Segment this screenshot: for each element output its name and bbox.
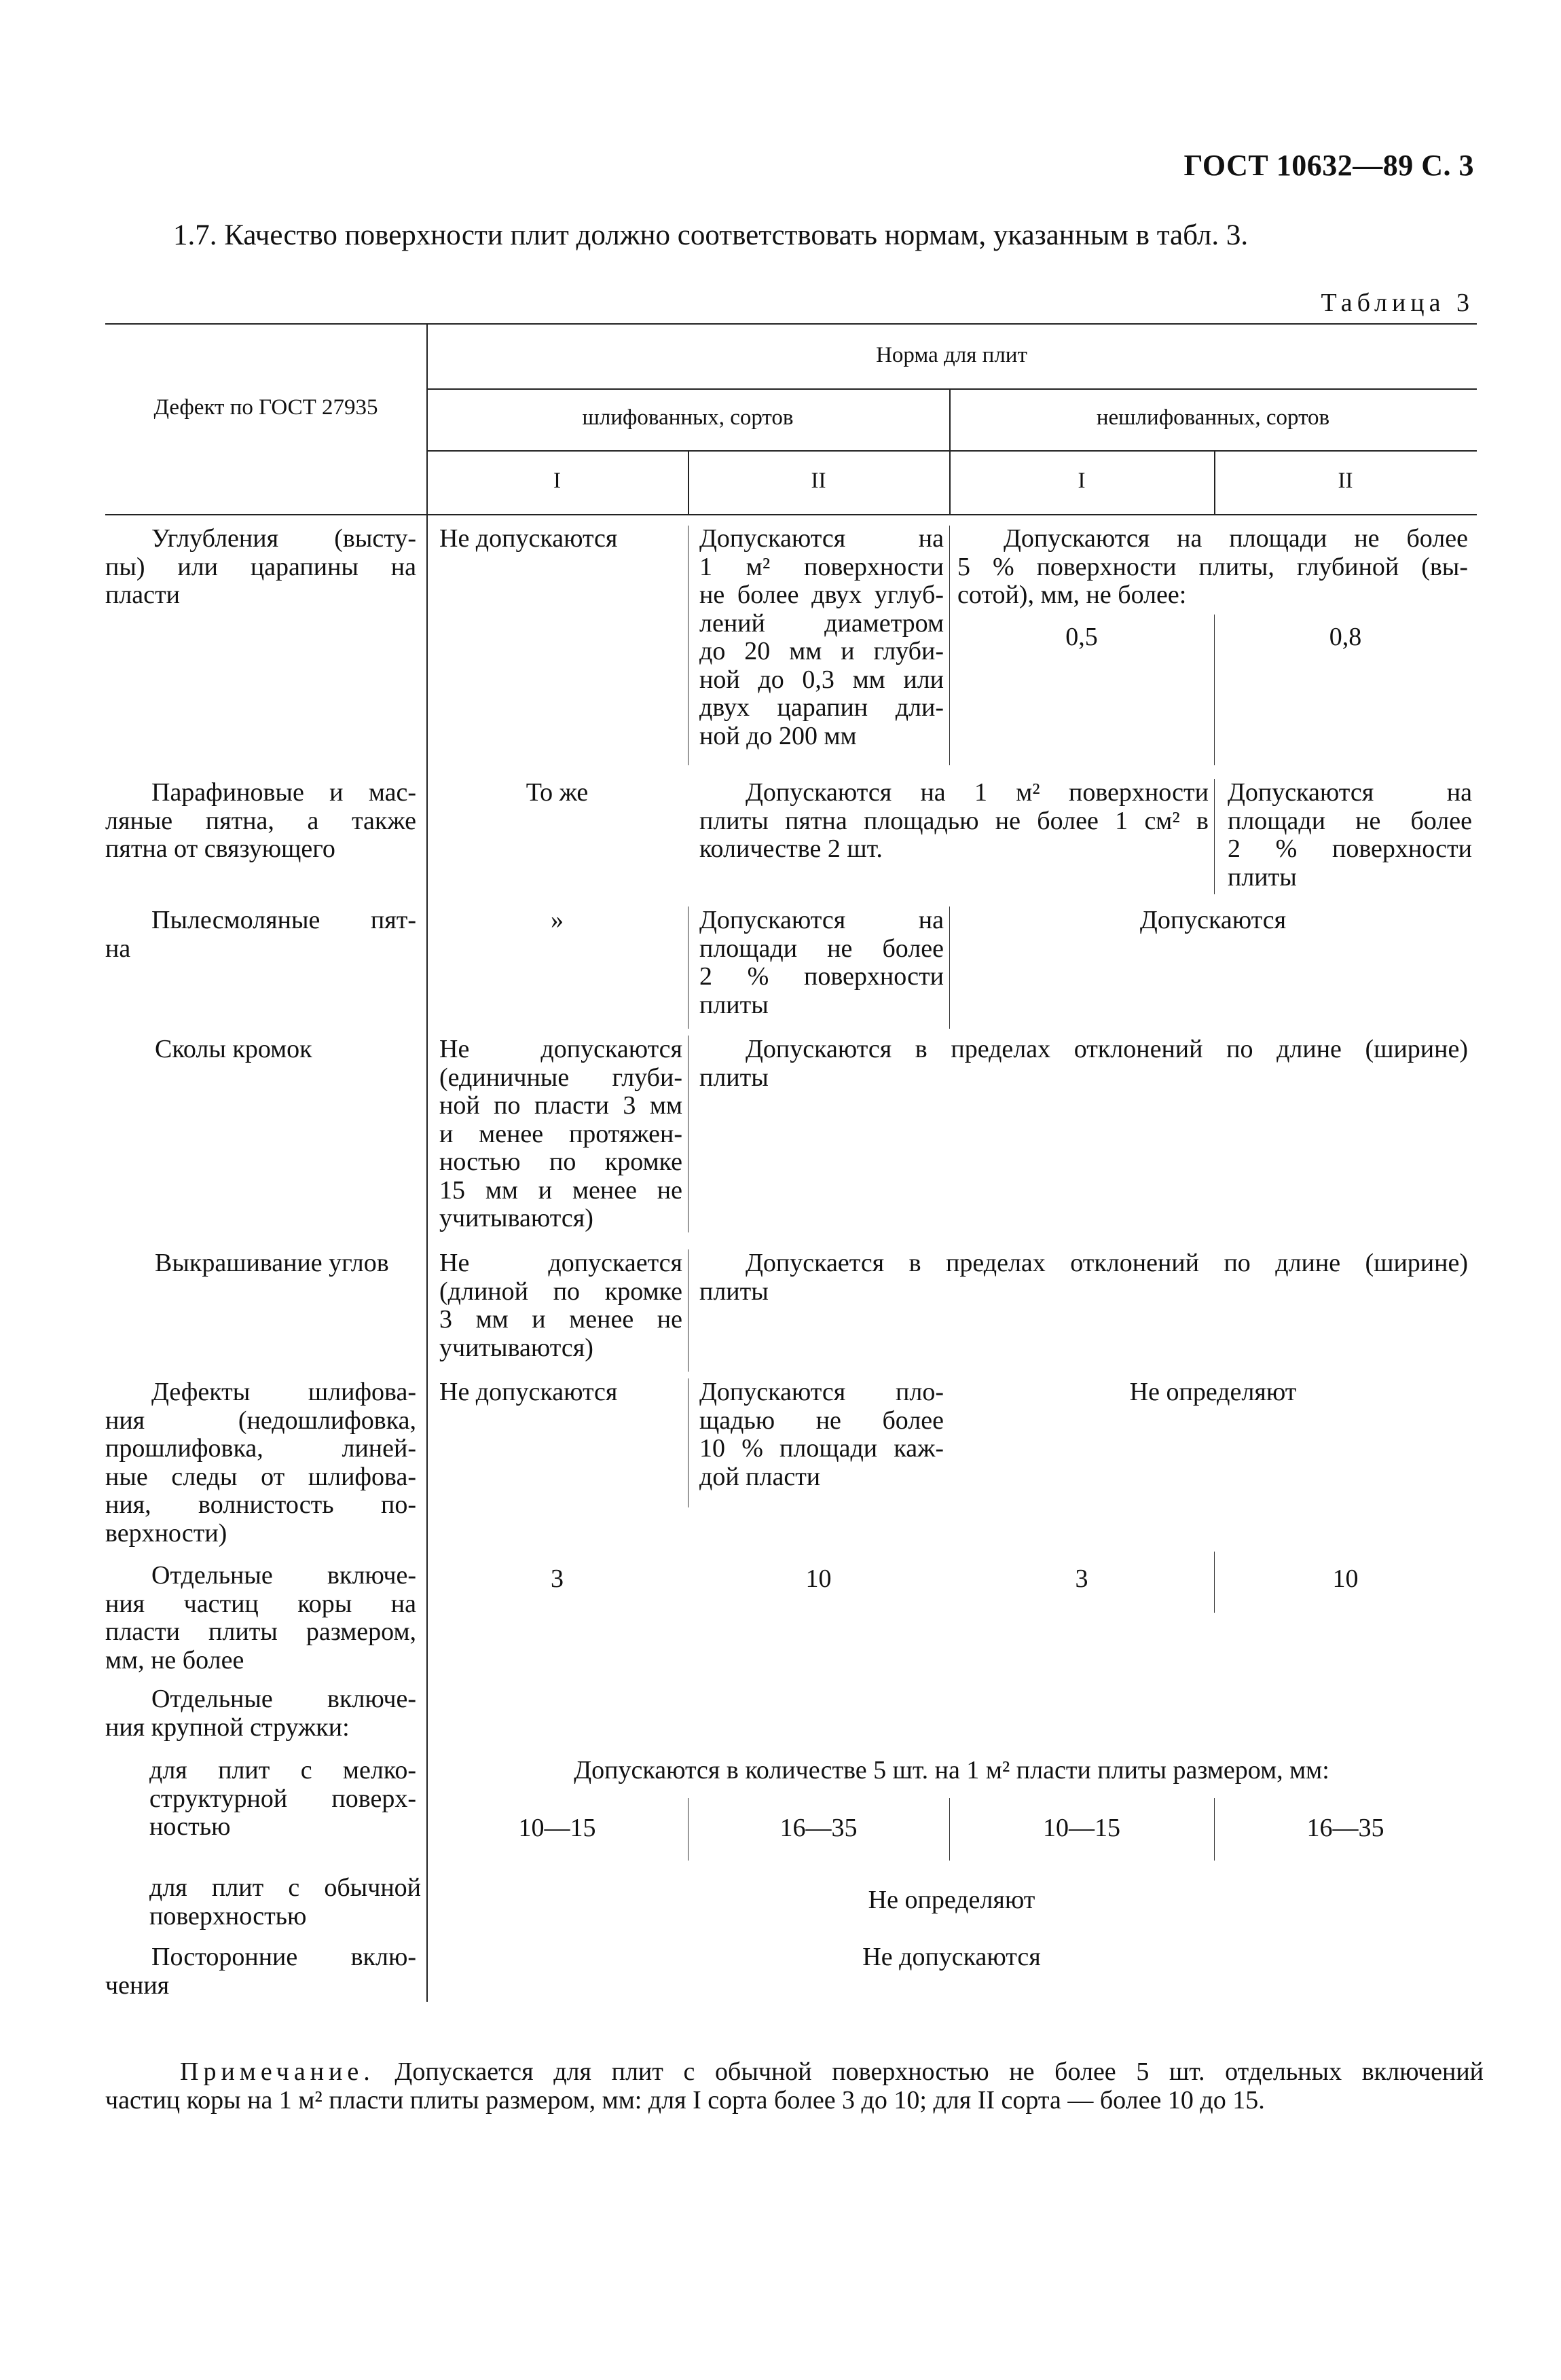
row3-unpolished: Допускаются [1139, 906, 1287, 934]
row4-span: Допускаются в пределах отклонений по длине (ширине) плиты [699, 1035, 1468, 1092]
header-rule-1 [426, 388, 1477, 390]
row9-defect: для плит с мелко- структурной поверх- ностью [149, 1756, 416, 1841]
row9-value-u1: 10—15 [1043, 1814, 1120, 1842]
r2-rule [1214, 779, 1215, 894]
row2-polished-1: То же [526, 778, 589, 807]
page-header: ГОСТ 10632—89 С. 3 [1183, 149, 1474, 182]
row9-value-p2: 16—35 [779, 1814, 858, 1842]
header-unpolished: нешлифованных, сортов [1096, 405, 1330, 430]
header-grade-p1: I [553, 469, 561, 493]
row5-span: Допускается в пределах отклонений по длине (ширине) плиты [699, 1249, 1468, 1306]
row6-polished-2: Допускаются пло- щадью не более 10 % площади каж- дой пласти [699, 1378, 944, 1491]
row11-span: Не допускаются [862, 1943, 1041, 1971]
row9-span: Допускаются в количестве 5 шт. на 1 м² пласти плиты размером, мм: [574, 1756, 1329, 1784]
header-polished: шлифованных, сортов [582, 405, 794, 430]
row10-defect: для плит с обычной поверхностью [149, 1873, 421, 1930]
row4-defect: Сколы кромок [155, 1035, 312, 1063]
table-note [105, 2057, 1484, 2114]
header-grade-u2: II [1338, 469, 1353, 493]
row1-polished-2: Допускаются на 1 м² поверхности не более двух углуб- лений диаметром до 20 мм и глуби- ной до 0,3 мм или двух царапин дли- ной до 200 мм [699, 524, 944, 750]
row6-defect: Дефекты шлифова- ния (недошлифовка, прошлифовка, линей- ные следы от шлифова- ния, волнистость по- верхности) [105, 1378, 416, 1548]
row2-span: Допускаются на 1 м² поверхности плиты пятна площадью не более 1 см² в количестве 2 шт. [699, 778, 1209, 863]
note-label: Примечание. [180, 2057, 375, 2086]
row9-value-p1: 10—15 [518, 1814, 596, 1842]
row6-polished-1: Не допускаются [439, 1378, 618, 1406]
row11-defect: Посторонние вклю- чения [105, 1943, 416, 2000]
row7-value-u1: 3 [1075, 1564, 1088, 1593]
header-grade-u1: I [1078, 469, 1086, 493]
row3-polished-1: » [551, 906, 564, 934]
row8-defect: Отдельные включе- ния крупной стружки: [105, 1685, 416, 1742]
row1-unpolished-2: 0,8 [1329, 623, 1362, 651]
header-bottom-rule [105, 514, 1477, 515]
row7-value-p1: 3 [551, 1564, 564, 1593]
header-rule-2 [426, 450, 1477, 452]
row2-defect: Парафиновые и мас- ляные пятна, а также пятна от связующего [105, 778, 416, 863]
header-norm: Норма для плит [876, 343, 1027, 367]
row5-polished-1: Не допускается (длиной по кромке 3 мм и менее не учитываются) [439, 1249, 682, 1362]
row7-defect: Отдельные включе- ния частиц коры на пласти плиты размером, мм, не более [105, 1561, 416, 1674]
row1-polished-1: Не допускаются [439, 524, 618, 553]
row3-defect: Пылесмоляные пят- на [105, 906, 416, 963]
row9-value-u2: 16—35 [1306, 1814, 1384, 1842]
row2-unpolished-2: Допускаются на площади не более 2 % поверхности плиты [1228, 778, 1472, 892]
row7-value-p2: 10 [805, 1564, 832, 1593]
row7-value-u2: 10 [1332, 1564, 1359, 1593]
defect-col-rule [426, 323, 428, 2002]
table-top-rule [105, 323, 1477, 325]
row1-unpolished-1: 0,5 [1065, 623, 1098, 651]
header-defect: Дефект по ГОСТ 27935 [153, 395, 378, 420]
header-grade-p2: II [811, 469, 826, 493]
row1-unpolished-span: Допускаются на площади не более 5 % поверхности плиты, глубиной (вы- сотой), мм, не более: [957, 524, 1468, 609]
note-line-2: частиц коры на 1 м² пласти плиты размером, мм: для I сорта более 3 до 10; для II сорта — более 10 до 15. [105, 2086, 1265, 2114]
row10-span: Не определяют [868, 1886, 1035, 1914]
intro-paragraph: 1.7. Качество поверхности плит должно соответствовать нормам, указанным в табл. 3. [173, 219, 1249, 251]
note-line-1: Примечание. Допускается для плит с обычной поверхностью не более 5 шт. отдельных включений [180, 2057, 1484, 2086]
row3-polished-2: Допускаются на площади не более 2 % поверхности плиты [699, 906, 944, 1019]
row5-defect: Выкрашивание углов [155, 1249, 389, 1277]
table-label: Таблица 3 [1321, 289, 1474, 317]
row4-polished-1: Не допускаются (единичные глуби- ной по пласти 3 мм и менее протяжен- ностью по кромке 15 мм и менее не учитываются) [439, 1035, 682, 1232]
row1-defect: Углубления (высту- пы) или царапины на пласти [105, 524, 416, 609]
row6-unpolished: Не определяют [1129, 1378, 1297, 1406]
